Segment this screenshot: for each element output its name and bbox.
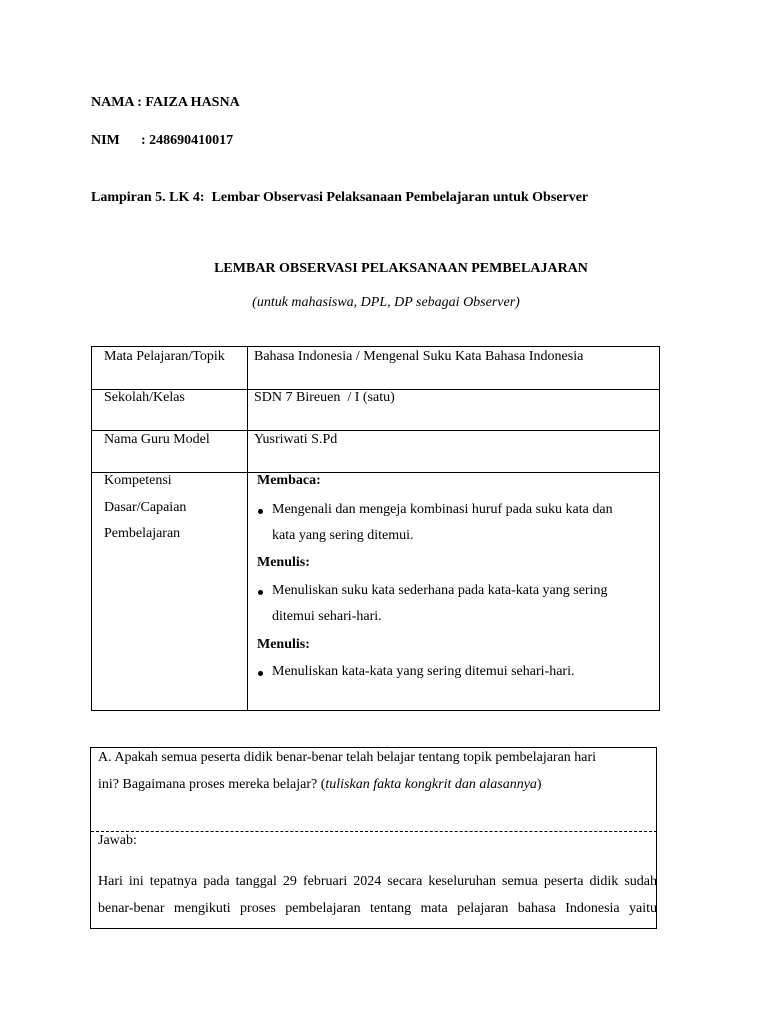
kompetensi-bullet-3: Menuliskan kata-kata yang sering ditemui sehari-hari. — [272, 664, 575, 679]
row-value-guru-model: Yusriwati S.Pd — [254, 432, 338, 447]
question-a-hint: tuliskan fakta kongkrit dan alasannya — [325, 777, 537, 792]
kompetensi-heading-membaca: Membaca: — [257, 473, 321, 488]
question-a-text: ini? Bagaimana proses mereka belajar? ( — [98, 777, 326, 792]
kompetensi-bullet-2: Menuliskan suku kata sederhana pada kata-kata yang sering — [272, 583, 608, 598]
row-label-sekolah: Sekolah/Kelas — [104, 390, 185, 405]
kompetensi-bullet-1-cont: kata yang sering ditemui. — [272, 528, 414, 543]
nim-value: : 248690410017 — [141, 133, 234, 148]
question-a-close: ) — [536, 777, 542, 792]
nim-label: NIM — [91, 133, 120, 148]
kompetensi-heading-menulis-2: Menulis: — [257, 637, 310, 652]
observation-info-table — [91, 346, 660, 711]
row-value-sekolah: SDN 7 Bireuen / I (satu) — [254, 390, 395, 405]
kompetensi-bullet-2-cont: ditemui sehari-hari. — [272, 609, 382, 624]
lampiran-title: Lampiran 5. LK 4: Lembar Observasi Pelaksanaan Pembelajaran untuk Observer — [91, 190, 589, 205]
question-a-box — [90, 747, 657, 929]
kompetensi-bullet-1: Mengenali dan mengeja kombinasi huruf pada suku kata dan — [272, 502, 613, 517]
question-a-line-2 — [98, 777, 542, 793]
dashed-divider — [91, 831, 657, 832]
kompetensi-heading-menulis-1: Menulis: — [257, 555, 310, 570]
student-name: NAMA : FAIZA HASNA — [91, 95, 240, 110]
row-value-mata-pelajaran: Bahasa Indonesia / Mengenal Suku Kata Bahasa Indonesia — [254, 349, 584, 364]
row-label-kompetensi-2: Dasar/Capaian — [104, 500, 187, 515]
row-label-mata-pelajaran: Mata Pelajaran/Topik — [104, 349, 225, 364]
answer-line-1: Hari ini tepatnya pada tanggal 29 februari 2024 secara keseluruhan semua peserta didik sudah — [98, 874, 657, 889]
row-label-guru-model: Nama Guru Model — [104, 432, 210, 447]
answer-line-2: benar-benar mengikuti proses pembelajaran tentang mata pelajaran bahasa Indonesia yaitu — [98, 901, 657, 916]
row-divider — [92, 430, 659, 431]
question-a-line-1: A. Apakah semua peserta didik benar-benar telah belajar tentang topik pembelajaran hari — [98, 750, 597, 765]
answer-label: Jawab: — [98, 833, 137, 848]
column-divider — [247, 347, 248, 710]
row-label-kompetensi-3: Pembelajaran — [104, 526, 181, 541]
row-label-kompetensi-1: Kompetensi — [104, 473, 172, 488]
row-divider — [92, 472, 659, 473]
page-title: LEMBAR OBSERVASI PELAKSANAAN PEMBELAJARAN — [214, 261, 588, 276]
page-subtitle: (untuk mahasiswa, DPL, DP sebagai Observer) — [252, 295, 520, 310]
